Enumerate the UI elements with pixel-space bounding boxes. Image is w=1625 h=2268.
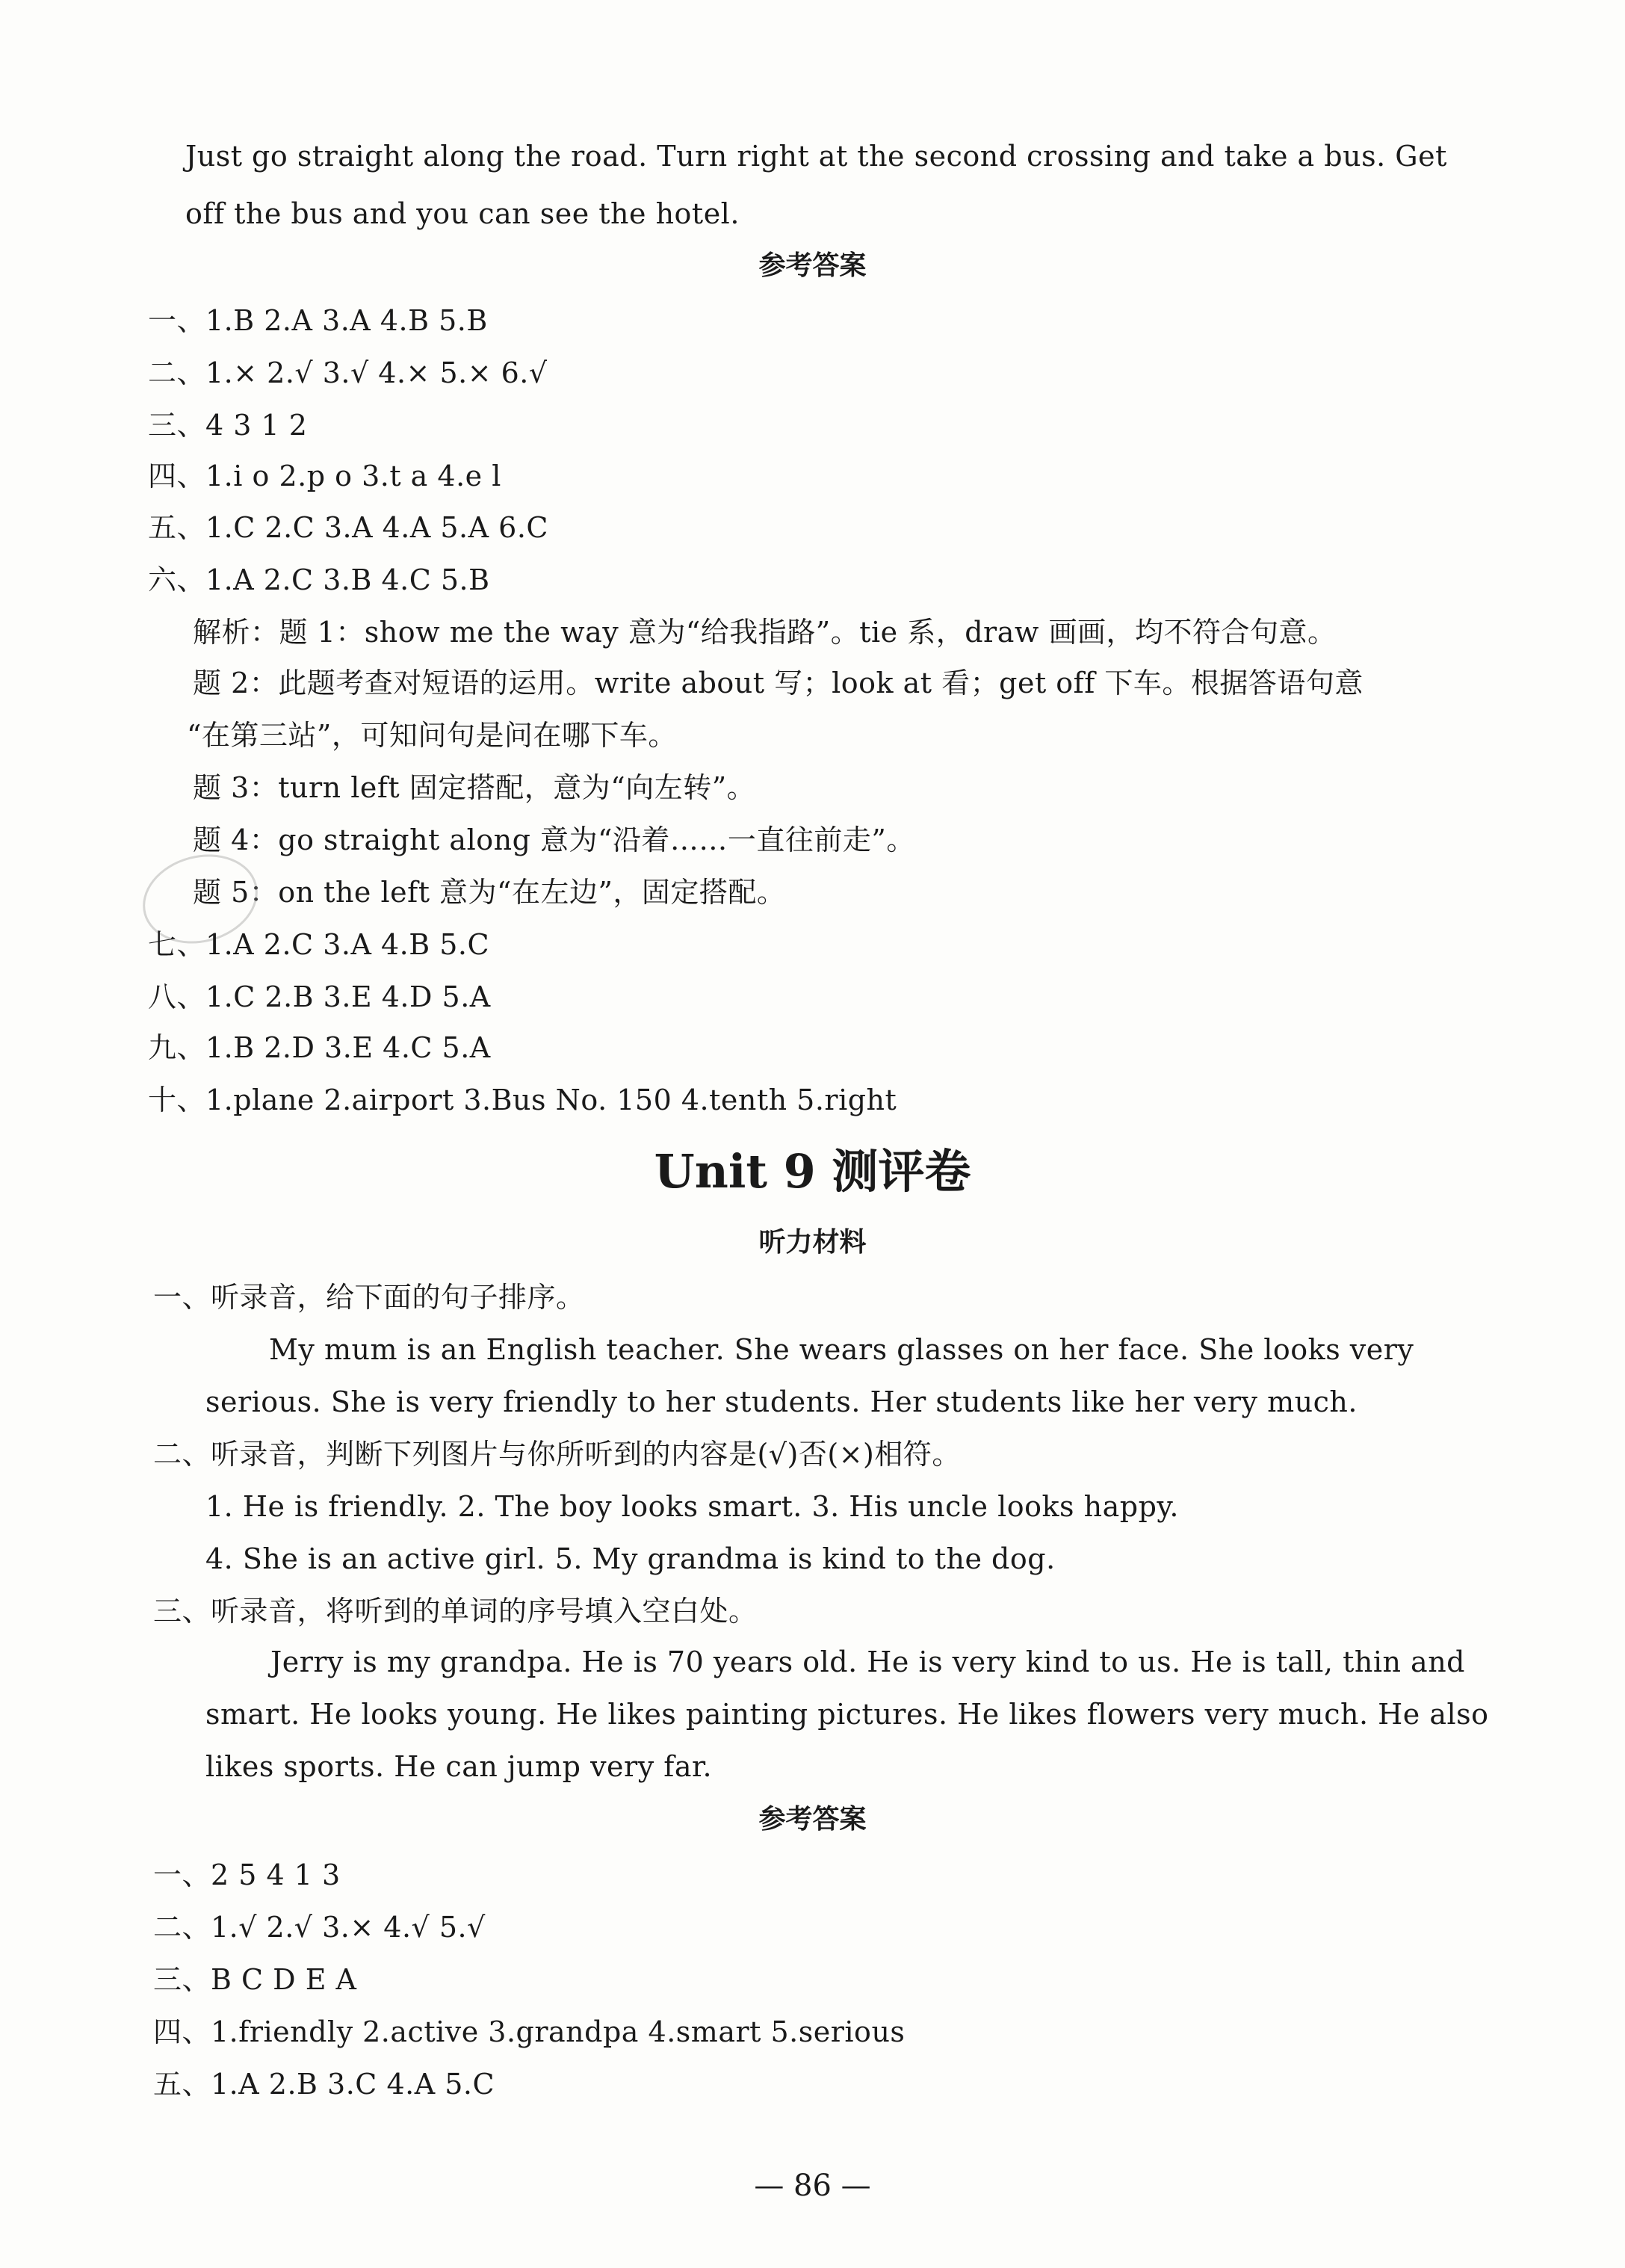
listening-line: My mum is an English teacher. She wears glasses on her face. She looks very [269,1333,1414,1366]
listening-line: serious. She is very friendly to her students. Her students like her very much. [205,1385,1358,1418]
answer-line: 二、1.× 2.√ 3.√ 4.× 5.× 6.√ [148,356,548,389]
answer-line: 九、1.B 2.D 3.E 4.C 5.A [148,1031,491,1064]
answer-line: 十、1.plane 2.airport 3.Bus No. 150 4.tenth 5.right [148,1084,897,1116]
paragraph-line: Just go straight along the road. Turn right at the second crossing and take a bus. Get [185,140,1447,173]
listening-line: likes sports. He can jump very far. [205,1750,713,1783]
explanation-line: 解析：题 1：show me the way 意为“给我指路”。tie 系，draw 画画，均不符合句意。 [193,616,1337,649]
answer-line: 一、2 5 4 1 3 [153,1858,341,1891]
answer-line: 五、1.C 2.C 3.A 4.A 5.A 6.C [148,511,548,544]
answer-line: 四、1.friendly 2.active 3.grandpa 4.smart 5.serious [153,2015,906,2048]
listening-line: Jerry is my grandpa. He is 70 years old. He is very kind to us. He is tall, thin and [270,1646,1465,1678]
unit-title: Unit 9 测评卷 [654,1144,971,1199]
answers-heading: 参考答案 [758,1804,867,1835]
listening-line: 4. She is an active girl. 5. My grandma is kind to the dog. [205,1542,1056,1575]
answers-heading: 参考答案 [758,250,867,281]
explanation-line: 题 3：turn left 固定搭配，意为“向左转”。 [193,771,756,804]
explanation-line: 题 2：此题考查对短语的运用。write about 写；look at 看；get off 下车。根据答语句意 [193,667,1364,699]
explanation-line: 题 5：on the left 意为“在左边”，固定搭配。 [193,876,786,909]
answer-line: 三、4 3 1 2 [148,409,308,442]
listening-line: smart. He looks young. He likes painting pictures. He likes flowers very much. He also [205,1698,1489,1731]
listening-line: 一、听录音，给下面的句子排序。 [153,1281,585,1314]
explanation-line: “在第三站”，可知问句是问在哪下车。 [187,719,677,752]
answer-line: 四、1.i o 2.p o 3.t a 4.e l [148,460,501,492]
answer-line: 八、1.C 2.B 3.E 4.D 5.A [148,980,491,1013]
answer-line: 五、1.A 2.B 3.C 4.A 5.C [153,2068,495,2101]
explanation-line: 题 4：go straight along 意为“沿着……一直往前走”。 [193,824,915,856]
paragraph-line: off the bus and you can see the hotel. [185,197,740,230]
page-number: — 86 — [754,2169,871,2203]
answer-line: 六、1.A 2.C 3.B 4.C 5.B [148,563,490,596]
answer-line: 一、1.B 2.A 3.A 4.B 5.B [148,304,488,337]
listening-heading: 听力材料 [758,1227,867,1258]
listening-line: 三、听录音，将听到的单词的序号填入空白处。 [153,1595,758,1628]
listening-line: 1. He is friendly. 2. The boy looks smart. 3. His uncle looks happy. [205,1490,1179,1523]
answer-line: 三、B C D E A [153,1963,357,1996]
answer-line: 七、1.A 2.C 3.A 4.B 5.C [148,928,490,961]
answer-line: 二、1.√ 2.√ 3.× 4.√ 5.√ [153,1911,486,1944]
listening-line: 二、听录音，判断下列图片与你所听到的内容是(√)否(×)相符。 [153,1438,961,1471]
